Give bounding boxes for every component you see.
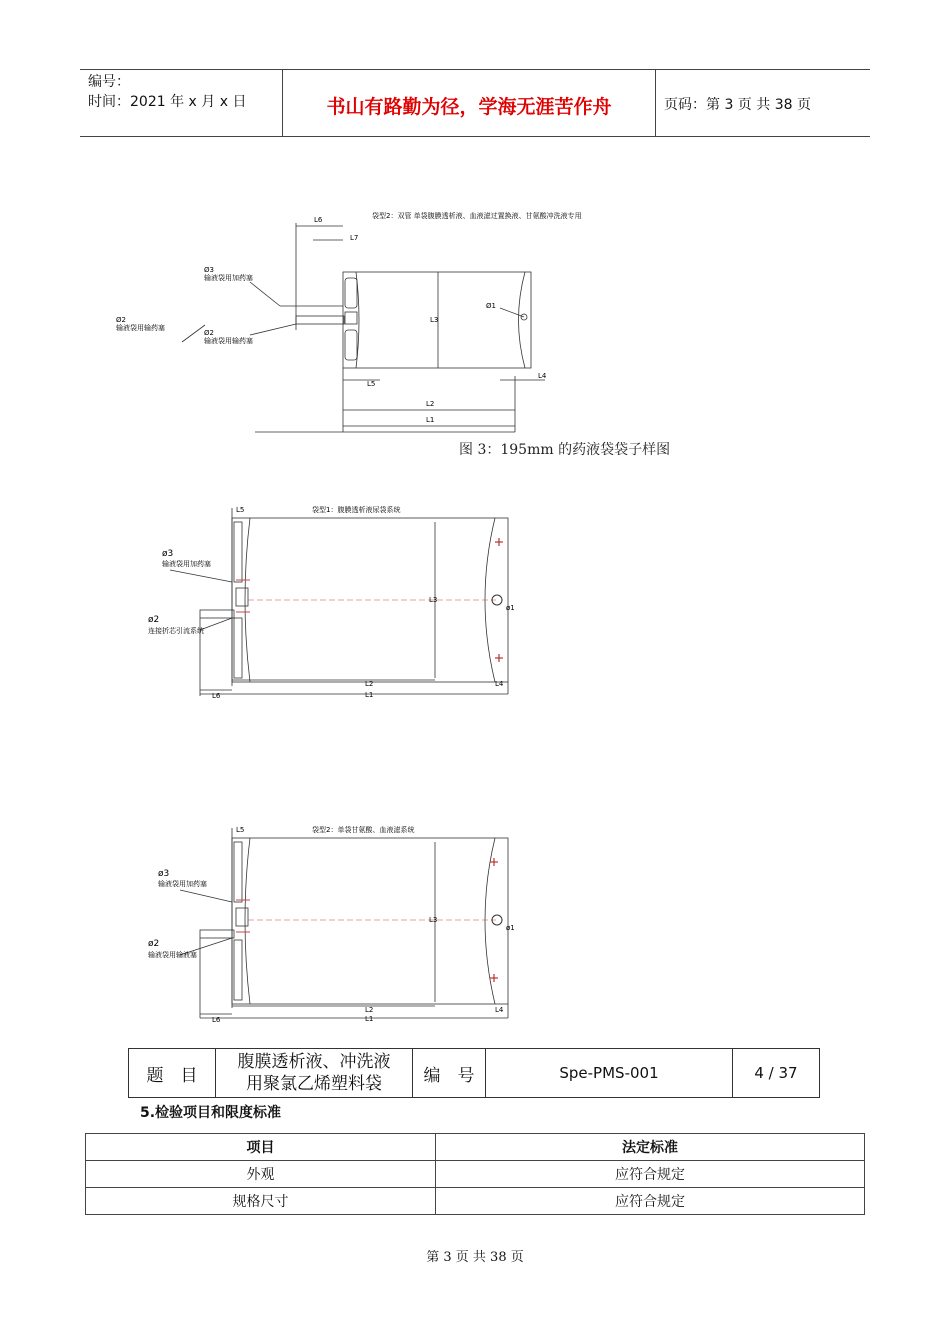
document-date: 时间：2021 年 x 月 x 日 [88,94,247,110]
bag-drawing-figure3 [100,200,582,440]
label-phi2: ø2 [148,615,160,625]
label-phi2: Ø2 [204,329,214,337]
header-meta [88,72,246,112]
dim-L1: L1 [365,691,374,699]
label-phi3: Ø3 [204,266,214,274]
dim-L4: L4 [495,680,504,688]
bag-drawing-type2 [140,820,540,1025]
title-value [216,1049,413,1098]
dim-phi1: ø1 [506,604,515,612]
label-phi1: Ø1 [486,302,496,310]
dim-L2: L2 [365,680,374,688]
dim-L1: L1 [365,1015,374,1023]
label-phi3: ø3 [158,869,170,879]
dim-L6: L6 [212,1016,221,1024]
dim-L5: L5 [236,506,245,514]
label-phi2-desc: 输液袋用输药塞 [204,337,253,345]
bag-drawing-type1 [140,500,540,700]
table-cell: 外观 [86,1161,436,1188]
header-page-info: 页码：第 3 页 共 38 页 [664,97,811,113]
figure-b-title: 袋型2：单袋甘氨酸、血液滤系统 [312,826,415,834]
tube-phi2 [200,610,234,618]
port-phi2 [236,588,248,606]
page-value: 4 / 37 [733,1049,820,1098]
header-top-rule [80,69,870,70]
dim-L7: L7 [350,234,359,242]
dim-L1: L1 [426,416,435,424]
dim-phi1: ø1 [506,924,515,932]
bag-outline [232,838,508,1004]
dim-L4: L4 [538,372,547,380]
dim-L2: L2 [426,400,435,408]
code-label: 编 号 [413,1049,486,1098]
title-label: 题 目 [129,1049,216,1098]
tube-phi2 [296,316,344,324]
figure-a-title: 袋型1：腹膜透析液尿袋系统 [312,506,401,514]
inspection-spec-table [85,1133,865,1215]
tube-phi2 [200,930,234,938]
dim-L3: L3 [430,316,439,324]
label-phi2-left: Ø2 [116,316,126,324]
port-phi3 [345,278,357,308]
label-phi3-desc: 输液袋用加药塞 [158,880,207,888]
port-phi2 [345,312,357,324]
figure3-note: 袋型2：双管 单袋腹膜透析液、血液滤过置换液、甘氨酸冲洗液专用 [372,212,582,220]
column-header-item: 项目 [86,1134,436,1161]
dim-L5: L5 [236,826,245,834]
label-phi2-left-desc: 输液袋用输药塞 [116,324,165,332]
label-phi2-desc: 连接折芯引流系统 [148,627,204,635]
label-phi3: ø3 [162,549,174,559]
code-value: Spe-PMS-001 [486,1049,733,1098]
table-cell: 规格尺寸 [86,1188,436,1215]
port-phi2 [236,908,248,926]
header-bottom-rule [80,136,870,137]
section-heading: 5.检验项目和限度标准 [140,1105,282,1121]
dim-L2: L2 [365,1006,374,1014]
table-row [86,1188,865,1215]
header-motto: 书山有路勤为径，学海无涯苦作舟 [326,96,612,118]
document-number-label: 编号： [88,74,130,90]
dim-L4: L4 [495,1006,504,1014]
page-footer: 第 3 页 共 38 页 [426,1250,524,1265]
label-phi2-desc: 输液袋用输液塞 [148,951,197,959]
dim-L5: L5 [367,380,376,388]
label-phi3-desc: 输液袋用加药塞 [162,560,211,568]
dim-L6: L6 [314,216,323,224]
dim-L3: L3 [429,596,438,604]
dim-L6: L6 [212,692,221,700]
document-info-table [128,1048,820,1098]
label-phi2: ø2 [148,939,160,949]
header-divider [655,70,656,136]
table-cell: 应符合规定 [436,1188,865,1215]
table-cell: 应符合规定 [436,1161,865,1188]
title-value-line2: 用聚氯乙烯塑料袋 [246,1074,382,1094]
table-header-row [86,1134,865,1161]
dim-L3: L3 [429,916,438,924]
column-header-standard: 法定标准 [436,1134,865,1161]
title-value-line1: 腹膜透析液、冲洗液 [237,1052,391,1072]
header-divider [282,70,283,136]
figure3-caption: 图 3：195mm 的药液袋袋子样图 [459,442,671,458]
table-row [86,1161,865,1188]
label-phi3-desc: 输液袋用加药塞 [204,274,253,282]
